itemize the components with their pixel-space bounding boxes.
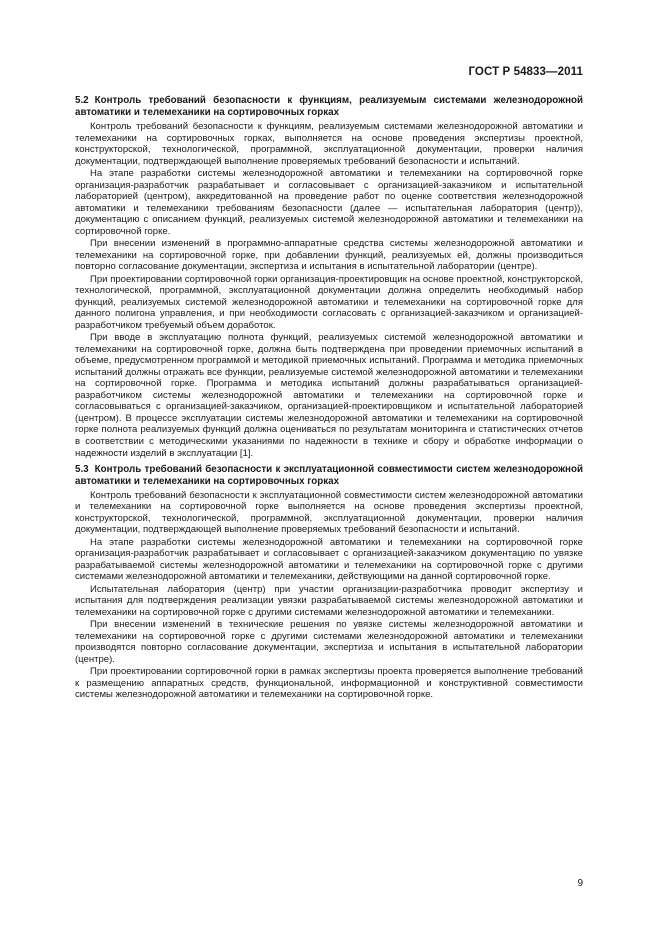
section-title-text: Контроль требований безопасности к эксплуатационной совместимости систем железнодорожной автоматики и телемеханики на сортировочных горках — [75, 463, 583, 487]
document-code: ГОСТ Р 54833—2011 — [468, 66, 583, 78]
paragraph: При проектировании сортировочной горки в рамках экспертизы проекта проверяется выполнение требований к размещению аппаратных средств, функциональной, информационной и конструктивной совместимости системы железнодорожной автоматики и телемеханики на сортировочной горке. — [75, 666, 583, 701]
paragraph: На этапе разработки системы железнодорожной автоматики и телемеханики на сортировочной горке организация-разработчик разрабатывает и согласовывает с организацией-заказчиком и испытательной лабораторией (центром), аккредитованной на проведение работ по оценке соответствия железнодорожной автоматики и телемеханики требованиям безопасности (далее — испытательная лаборатория (центр)), документацию с описанием функций, реализуемых системой железнодорожной автоматики и телемеханики на сортировочной горке. — [75, 167, 583, 237]
section-heading — [75, 95, 583, 119]
paragraph: При внесении изменений в технические решения по увязке системы железнодорожной автоматики и телемеханики на сортировочной горке с другими системами железнодорожной автоматики и телемеханики производятся повторно согласование документации, экспертиза и испытания в испытательной лаборатории (центре). — [75, 619, 583, 665]
document-body — [75, 95, 583, 702]
section-5-2 — [75, 95, 583, 459]
paragraph: При вводе в эксплуатацию полнота функций, реализуемых системой железнодорожной автоматики и телемеханики на сортировочной горке, должна быть подтверждена при проведении приемочных испытаний в объеме, предусмотренном программой и методикой приемочных испытаний. Программа и методика приемочных испытаний должны отражать все функции, реализуемые системой железнодорожной автоматики и телемеханики на сортировочной горке. Программа и методика испытаний должны разрабатываться организацией-разработчиком системы железнодорожной автоматики и телемеханики на сортировочной горке и согласовываться с организацией-заказчиком, организацией-проектировщиком и испытательной лабораторией (центром). В процессе эксплуатации системы железнодорожной автоматики и телемеханики на сортировочной горке полнота реализуемых функций должна оцениваться по результатам мониторинга и статистических отчетов в соответствии с методическими указаниями по надежности в технике и сбору и обработке информации о надежности изделий в эксплуатации [1]. — [75, 332, 583, 459]
section-title-text: Контроль требований безопасности к функциям, реализуемым системами железнодорожной автоматики и телемеханики на сортировочных горках — [75, 95, 583, 118]
paragraph: Испытательная лаборатория (центр) при участии организации-разработчика проводит экспертизу и испытания для подтверждения реализации увязки разрабатываемой системы железнодорожной автоматики и телемеханики на сортировочной горке с другими системами железнодорожной автоматики и телемеханики. — [75, 583, 583, 618]
paragraph: На этапе разработки системы железнодорожной автоматики и телемеханики на сортировочной горке организация-разработчик разрабатывает и согласовывает с организацией-заказчиком документацию по увязке разрабатываемой системы железнодорожной автоматики и телемеханики на сортировочной горке с другими системами железнодорожной автоматики и телемеханики, действующими на данной сортировочной горке. — [75, 536, 583, 583]
page-number: 9 — [577, 878, 583, 889]
section-number: 5.2 — [75, 95, 89, 106]
paragraph: Контроль требований безопасности к эксплуатационной совместимости систем железнодорожной автоматики и телемеханики на сортировочной горке выполняется на основе проведения экспертизы проектной, конструкторской, технологической, программной, эксплуатационной документации, проверки наличия документации, подтверждающей выполнение проверяемых требований безопасности и испытаний. — [75, 489, 583, 536]
paragraph: Контроль требований безопасности к функциям, реализуемым системами железнодорожной автоматики и телемеханики на сортировочных горках, выполняется на основе проведения экспертизы проектной, конструкторской, технологической, программной, эксплуатационной документации, проверки наличия документации, подтверждающей выполнение проверяемых требований безопасности и испытаний. — [75, 121, 583, 167]
paragraph: При внесении изменений в программно-аппаратные средства системы железнодорожной автоматики и телемеханики на сортировочной горке, при добавлении функций, реализуемых ей, должны производиться повторно согласование документации, экспертиза и испытания в испытательной лаборатории (центре). — [75, 238, 583, 273]
paragraph: При проектировании сортировочной горки организация-проектировщик на основе проектной, конструкторской, технологической, программной, эксплуатационной документации должна определить необходимый набор функций, реализуемых системой железнодорожной автоматики и телемеханики на сортировочной горке для данного полигона управления, и при необходимости согласовать с организацией-заказчиком и организацией-разработчиком требуемый объем доработок. — [75, 273, 583, 331]
section-heading — [75, 464, 583, 488]
section-number: 5.3 — [75, 463, 89, 475]
section-5-3 — [75, 464, 583, 701]
